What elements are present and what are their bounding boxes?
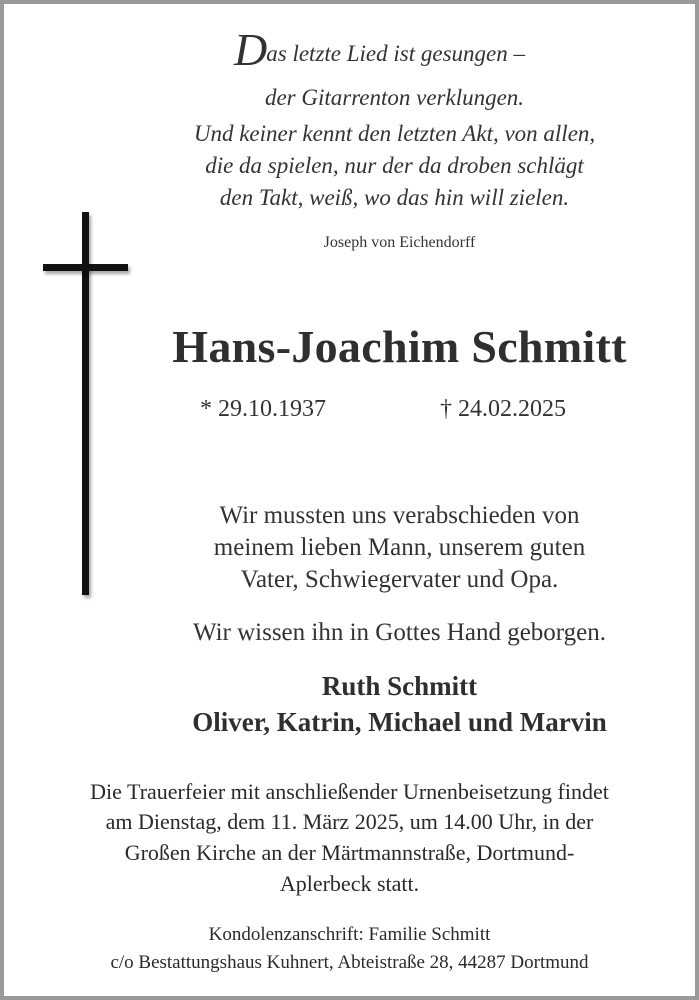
deceased-name: Hans-Joachim Schmitt [172, 321, 627, 372]
poem-line-3: Und keiner kennt den letzten Akt, von allen, [193, 121, 596, 146]
funeral-line-3: Großen Kirche an der Märtmannstraße, Dortmund- [124, 840, 575, 865]
message-line-4: Wir wissen ihn in Gottes Hand geborgen. [192, 619, 607, 646]
funeral-line-2: am Dienstag, dem 11. März 2025, um 14.00 Uhr, in der [105, 809, 594, 834]
poem-line-1-text: as letzte Lied ist gesungen – [266, 41, 525, 66]
funeral-line-4: Aplerbeck statt. [279, 871, 420, 896]
poem-dropcap: D [234, 24, 267, 75]
poem-line-2: der Gitarrenton verklungen. [264, 85, 525, 110]
birth-date: * 29.10.1937 [200, 396, 326, 422]
cross-icon-horizontal [43, 264, 128, 271]
condolence-line-1: Kondolenzanschrift: Familie Schmitt [208, 924, 491, 945]
funeral-line-1: Die Trauerfeier mit anschließender Urnenbeisetzung findet [90, 779, 609, 804]
message-line-3: Vater, Schwiegervater und Opa. [240, 566, 559, 593]
poem-author: Joseph von Eichendorff [323, 234, 476, 251]
condolence-line-2: c/o Bestattungshaus Kuhnert, Abteistraße 28, 44287 Dortmund [110, 952, 589, 973]
message-line-1: Wir mussten uns verabschieden von [219, 502, 580, 529]
family-line-2: Oliver, Katrin, Michael und Marvin [192, 707, 607, 737]
family-line-1: Ruth Schmitt [321, 671, 478, 701]
death-date: † 24.02.2025 [440, 396, 566, 422]
poem-line-1 [30, 24, 699, 75]
poem-line-5: den Takt, weiß, wo das hin will zielen. [219, 185, 570, 210]
poem-line-4: die da spielen, nur der da droben schlägt [205, 153, 584, 178]
message-line-2: meinem lieben Mann, unserem guten [213, 534, 586, 561]
